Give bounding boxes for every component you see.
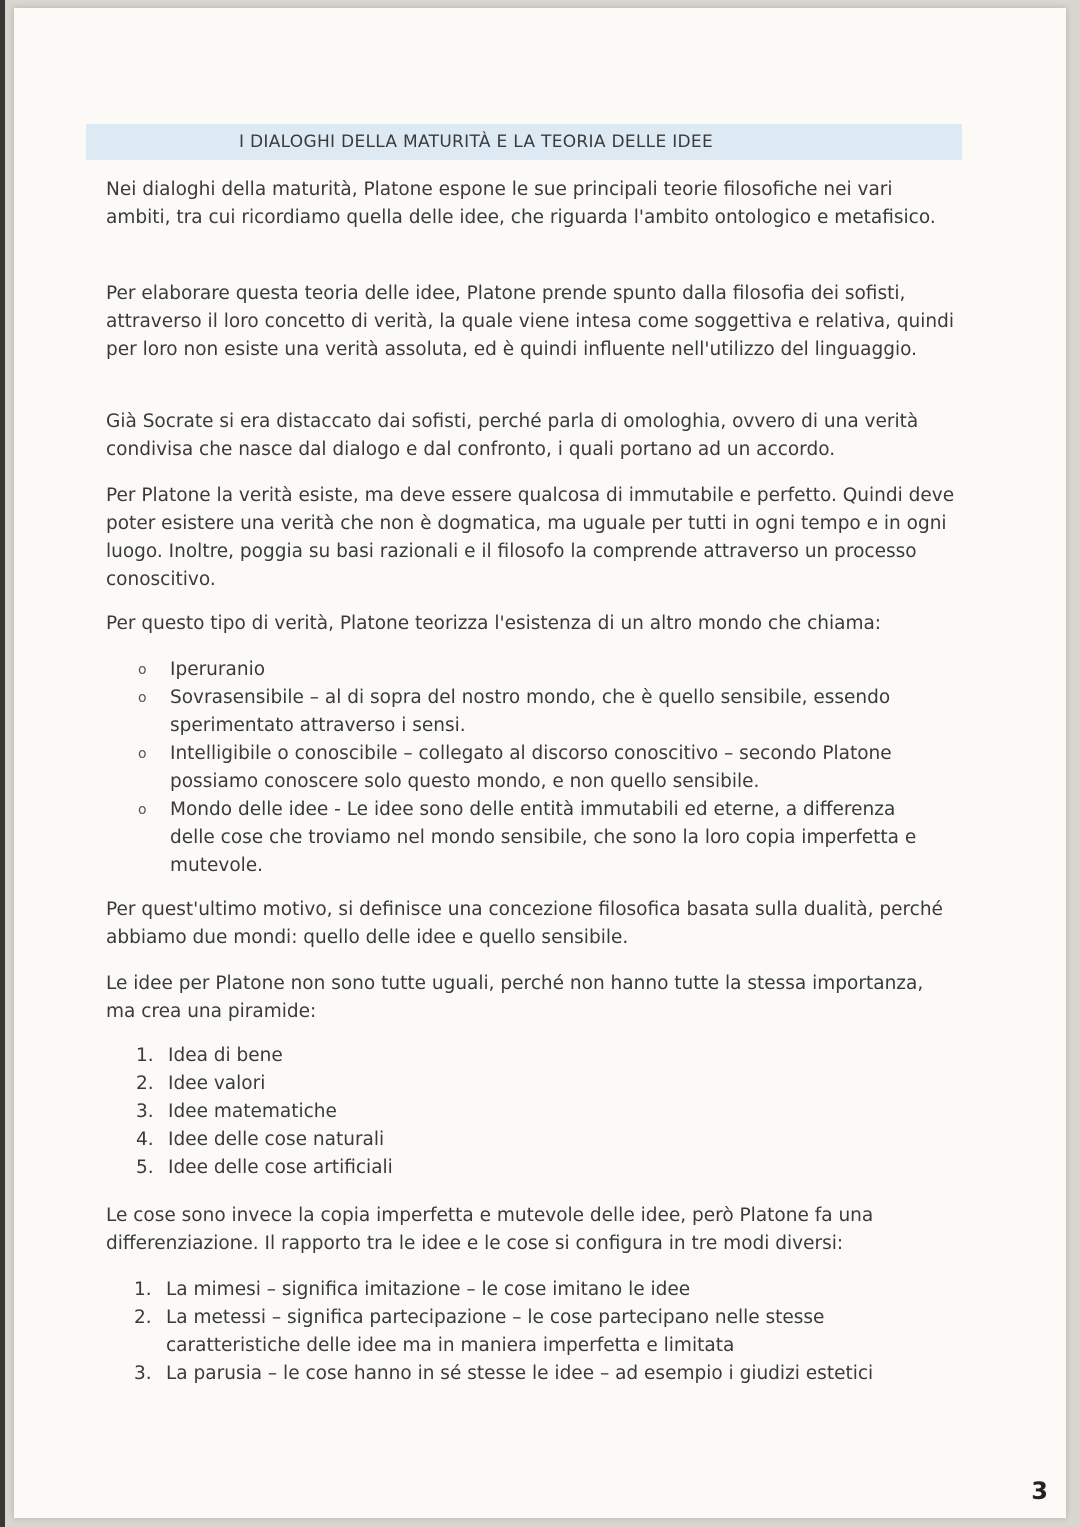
list-item: 1. Idea di bene: [136, 1045, 283, 1066]
list-item: o Mondo delle idee - Le idee sono delle entità immutabili ed eterne, a differenza delle cose che troviamo nel mondo sensibile, che sono la loro copia imperfetta e mutevole.: [138, 796, 938, 880]
list-item: 2. Idee valori: [136, 1073, 266, 1094]
list-item: o Iperuranio: [138, 656, 938, 684]
paragraph-intro: Nei dialoghi della maturità, Platone espone le sue principali teorie filosofiche nei vari ambiti, tra cui ricordiamo quella delle idee, che riguarda l'ambito ontologico e metafisico.: [106, 179, 936, 228]
paragraph-verita: Per Platone la verità esiste, ma deve essere qualcosa di immutabile e perfetto. Quindi deve poter esistere una verità che non è dogmatica, ma uguale per tutti in ogni tempo e in ogni luogo. Inoltre, poggia su basi razionali e il filosofo la comprende attraverso un processo conoscitivo.: [106, 485, 955, 590]
relations-list: [134, 1276, 904, 1388]
list-item: 5. Idee delle cose artificiali: [136, 1157, 393, 1178]
paragraph-cose: Le cose sono invece la copia imperfetta e mutevole delle idee, però Platone fa una differenziazione. Il rapporto tra le idee e le cose si configura in tre modi diversi:: [106, 1205, 874, 1254]
scan-left-edge: [0, 0, 5, 1527]
list-item: o Intelligibile o conoscibile – collegato al discorso conoscitivo – secondo Platone possiamo conoscere solo questo mondo, e non quello sensibile.: [138, 740, 938, 796]
list-item: 2. La metessi – significa partecipazione – le cose partecipano nelle stesse caratteristiche delle idee ma in maniera imperfetta e limitata: [134, 1307, 825, 1356]
paragraph-socrate: Già Socrate si era distaccato dai sofisti, perché parla di omologhia, ovvero di una verità condivisa che nasce dal dialogo e dal confronto, i quali portano ad un accordo.: [106, 411, 919, 460]
page-number: 3: [1031, 1477, 1048, 1505]
paragraph-piramide: Le idee per Platone non sono tutte uguali, perché non hanno tutte la stessa importanza, ma crea una piramide:: [106, 973, 924, 1022]
page-title: I DIALOGHI DELLA MATURITÀ E LA TEORIA DELLE IDEE: [238, 132, 713, 152]
list-item: 3. Idee matematiche: [136, 1101, 337, 1122]
worlds-list: [138, 656, 938, 880]
list-item: 3. La parusia – le cose hanno in sé stesse le idee – ad esempio i giudizi estetici: [134, 1363, 874, 1384]
paragraph-dualita: Per quest'ultimo motivo, si definisce una concezione filosofica basata sulla dualità, perché abbiamo due mondi: quello delle idee e quello sensibile.: [106, 899, 943, 948]
list-item: 1. La mimesi – significa imitazione – le cose imitano le idee: [134, 1279, 691, 1300]
paragraph-altro-mondo: Per questo tipo di verità, Platone teorizza l'esistenza di un altro mondo che chiama:: [106, 613, 882, 634]
pyramid-list: [136, 1042, 636, 1182]
paragraph-sofisti: Per elaborare questa teoria delle idee, Platone prende spunto dalla filosofia dei sofisti, attraverso il loro concetto di verità, la quale viene intesa come soggettiva e relativa, quindi per loro non esiste una verità assoluta, ed è quindi influente nell'utilizzo del linguaggio.: [106, 283, 955, 360]
list-item: o Sovrasensibile – al di sopra del nostro mondo, che è quello sensibile, essendo sperimentato attraverso i sensi.: [138, 684, 938, 740]
list-item: 4. Idee delle cose naturali: [136, 1129, 385, 1150]
